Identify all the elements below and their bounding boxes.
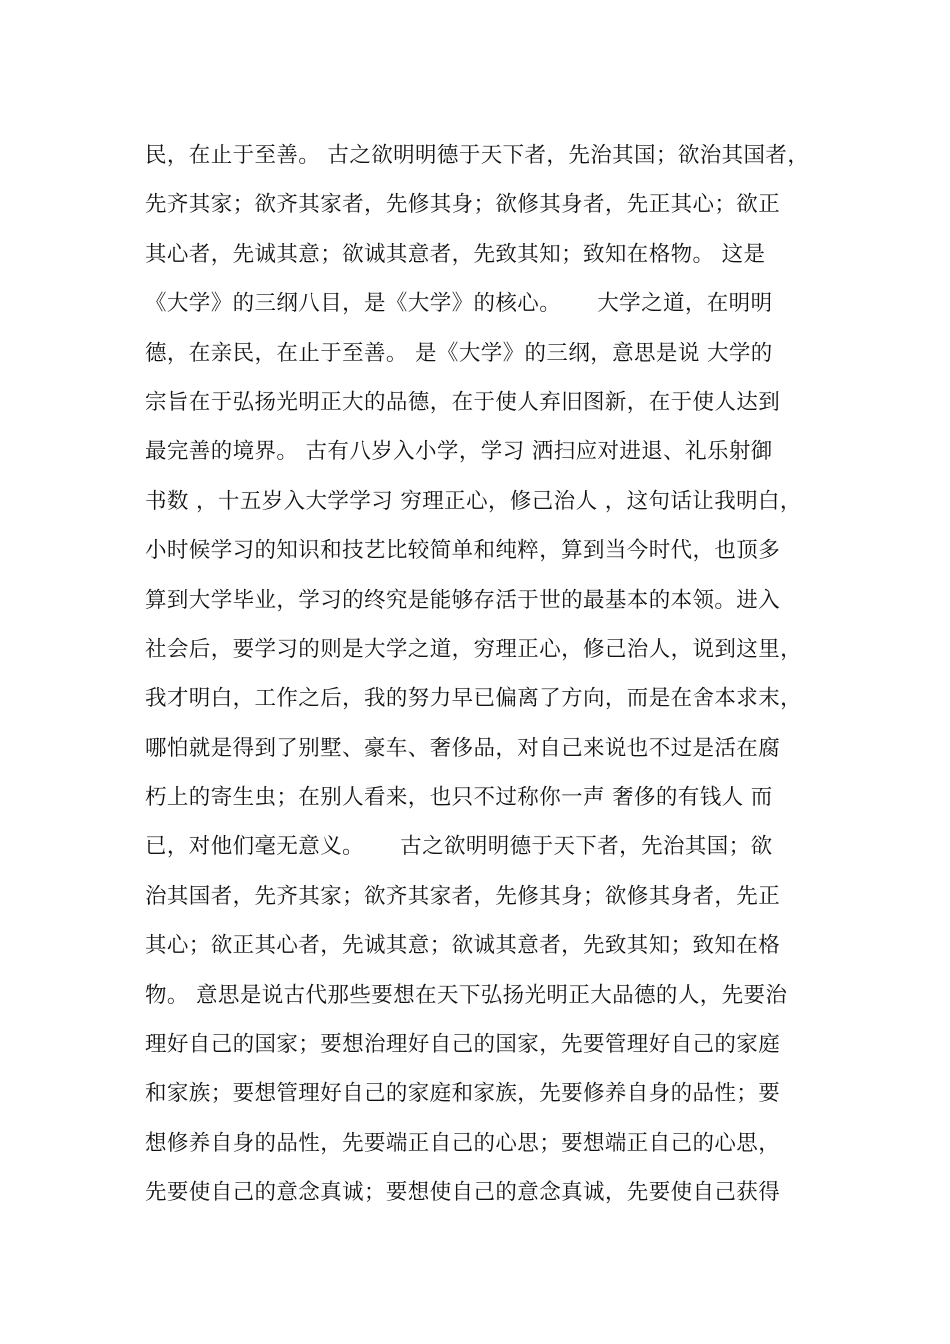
text-line: 已，对他们毫无意义。 古之欲明明德于天下者，先治其国；欲: [145, 834, 773, 860]
text-line: 先要使自己的意念真诚；要想使自己的意念真诚，先要使自己获得: [145, 1180, 781, 1206]
text-line: 和家族；要想管理好自己的家庭和家族，先要修养自身的品性；要: [145, 1081, 781, 1107]
text-line: 物。 意思是说古代那些要想在天下弘扬光明正大品德的人，先要治: [145, 982, 788, 1008]
text-line: 我才明白，工作之后，我的努力早已偏离了方向，而是在舍本求末，: [145, 686, 803, 712]
text-line: 其心者，先诚其意；欲诚其意者，先致其知；致知在格物。 这是: [145, 241, 766, 267]
text-line: 最完善的境界。 古有八岁入小学，学习 洒扫应对进退、礼乐射御: [145, 439, 773, 465]
text-line: 民，在止于至善。 古之欲明明德于天下者，先治其国；欲治其国者，: [145, 143, 810, 168]
body-text: [145, 131, 845, 1218]
text-line: 先齐其家；欲齐其家者，先修其身；欲修其身者，先正其心；欲正: [145, 192, 781, 218]
text-line: 算到大学毕业，学习的终究是能够存活于世的最基本的本领。进入: [145, 587, 781, 613]
text-line: 书数 ，十五岁入大学学习 穷理正心，修己治人 ，这句话让我明白，: [145, 488, 802, 514]
text-line: 想修养自身的品性，先要端正自己的心思；要想端正自己的心思，: [145, 1130, 781, 1156]
text-line: 小时候学习的知识和技艺比较简单和纯粹，算到当今时代，也顶多: [145, 538, 781, 564]
text-line: 德，在亲民，在止于至善。 是《大学》的三纲，意思是说 大学的: [145, 340, 773, 366]
text-line: 其心；欲正其心者，先诚其意；欲诚其意者，先致其知；致知在格: [145, 933, 781, 959]
text-line: 哪怕就是得到了别墅、豪车、奢侈品，对自己来说也不过是活在腐: [145, 735, 781, 761]
text-line: 社会后，要学习的则是大学之道，穷理正心，修己治人，说到这里，: [145, 636, 803, 662]
text-line: 宗旨在于弘扬光明正大的品德，在于使人弃旧图新，在于使人达到: [145, 389, 781, 415]
text-line: 理好自己的国家；要想治理好自己的国家，先要管理好自己的家庭: [145, 1032, 781, 1058]
text-line: 治其国者，先齐其家；欲齐其家者，先修其身；欲修其身者，先正: [145, 883, 781, 909]
text-line: 《大学》的三纲八目，是《大学》的核心。 大学之道，在明明: [145, 291, 773, 317]
text-line: 朽上的寄生虫；在别人看来，也只不过称你一声 奢侈的有钱人 而: [145, 785, 773, 811]
